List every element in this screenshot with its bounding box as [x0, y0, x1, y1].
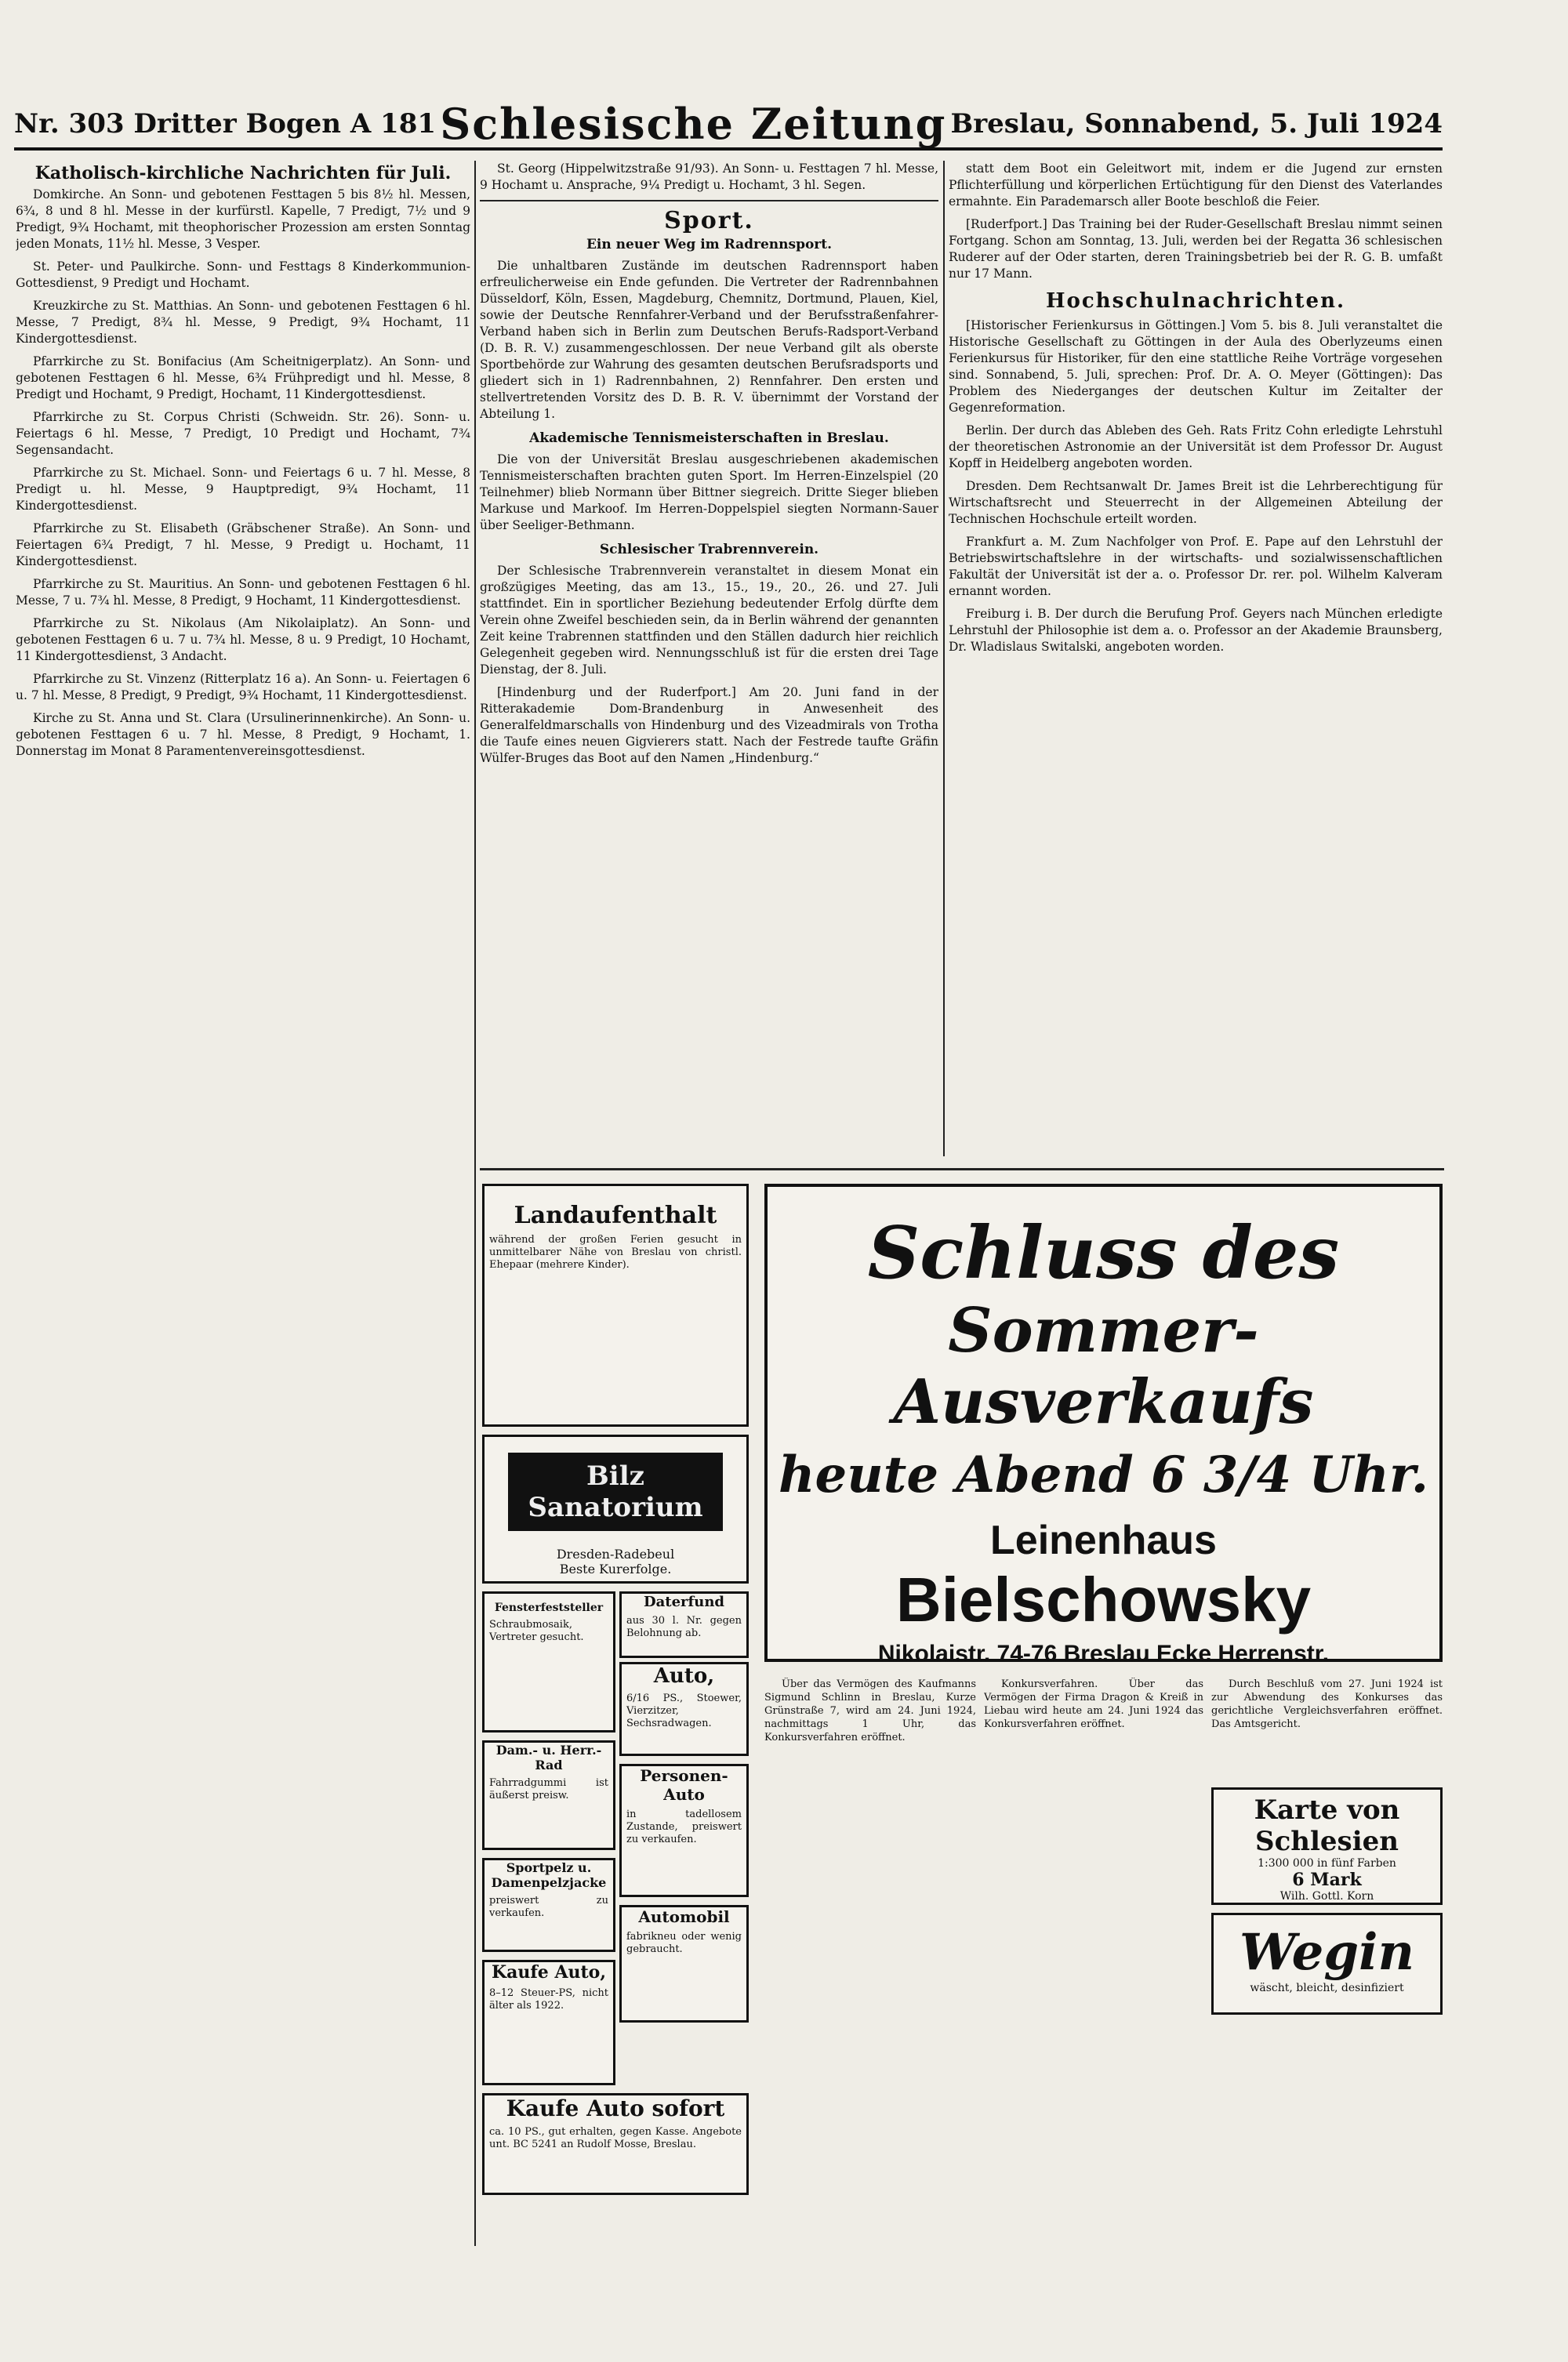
article-headline: Ein neuer Weg im Radrennsport. — [586, 237, 833, 252]
ad-personen-auto — [619, 1764, 749, 1897]
ad-title: Kaufe Auto sofort — [506, 2095, 725, 2121]
church-entry: Pfarrkirche zu St. Bonifacius (Am Scheitnigerplatz). An Sonn- und gebotenen Festtagen 6 hl. Messe, 6¾ Frühpredigt und hl. Messe, 8 Predigt und Hochamt, 9 Predigt, Hochamt, 11 Kindergottesdienst. — [16, 354, 470, 401]
ad-text: aus 30 l. Nr. gegen Belohnung ab. — [626, 1615, 742, 1639]
ad-text: ca. 10 PS., gut erhalten, gegen Kasse. Angebote unt. BC 5241 an Rudolf Mosse, Breslau. — [489, 2126, 742, 2150]
ad-sportpelz — [482, 1858, 615, 1952]
ad-text: in tadellosem Zustande, preiswert zu verkaufen. — [626, 1809, 742, 1845]
legal-text: Konkursverfahren. Über das Vermögen der Firma Dragon & Kreiß in Liebau wird heute am 24. Juni 1924 das Konkursverfahren eröffnet. — [984, 1678, 1203, 1730]
article-body: [Historischer Ferienkursus in Göttingen.] Vom 5. bis 8. Juli veranstaltet die Historische Gesellschaft zu Göttingen in der Aula des Oberlyzeums einen Ferienkursus für Historiker, für den eine stattliche Reihe Vorträge vorgesehen sind. Sonnabend, 5. Juli, sprechen: Prof. Dr. A. O. Meyer (Göttingen): Das Problem des Niederganges der deutschen Kultur im Zeitalter der Gegenreformation. — [949, 318, 1443, 415]
church-news-column — [16, 161, 470, 2238]
article-body: Die von der Universität Breslau ausgeschriebenen akademischen Tennismeisterschaften brachten guten Sport. Im Herren-Einzelspiel (20 Teilnehmer) blieb Normann über Bittner siegreich. Dritte Sieger blieben Markuse und Markoof. Im Herren-Doppelspiel siegten Normann-Sauer über Seeliger-Bethmann. — [480, 452, 938, 532]
ad-kaufe-auto-sofort — [482, 2093, 749, 2195]
ad-text: fabrikneu oder wenig gebraucht. — [626, 1931, 742, 1955]
church-entry: Pfarrkirche zu St. Mauritius. An Sonn- und gebotenen Festtagen 6 hl. Messe, 7 u. 7¾ hl. Messe, 8 Predigt, 9 Hochamt, 11 Kindergottesdienst. — [16, 577, 470, 608]
church-entry: Pfarrkirche zu St. Nikolaus (Am Nikolaiplatz). An Sonn- und gebotenen Festtagen 6 u. 7 u. 7¾ hl. Messe, 8 u. 9 Predigt, 10 Hochamt, 11 Kindergottesdienst, 3 Andacht. — [16, 616, 470, 663]
ad-company-name: Bielschowsky — [895, 1565, 1312, 1635]
ad-time: heute Abend 6 3/4 Uhr. — [778, 1446, 1429, 1504]
ad-sub: 1:300 000 in fünf Farben — [1258, 1857, 1396, 1870]
church-entry: St. Peter- und Paulkirche. Sonn- und Festtags 8 Kinderkommunion-Gottesdienst, 9 Predigt und Hochamt. — [16, 259, 470, 290]
ad-address: Nikolaistr. 74-76 Breslau Ecke Herrenstr. — [877, 1641, 1330, 1667]
newspaper-title: Schlesische Zeitung — [440, 99, 947, 149]
article-headline: Akademische Tennismeisterschaften in Breslau. — [529, 430, 889, 446]
ad-automobil — [619, 1905, 749, 2023]
section-divider — [480, 200, 938, 201]
church-news-title: Katholisch-kirchliche Nachrichten für Juli. — [34, 163, 452, 183]
ad-text: Fahrradgummi ist äußerst preisw. — [489, 1777, 608, 1801]
ad-bicycle — [482, 1740, 615, 1850]
legal-text: Durch Beschluß vom 27. Juni 1924 ist zur Abwendung des Konkurses das gerichtliche Vergleichsverfahren eröffnet. Das Amtsgericht. — [1211, 1678, 1443, 1730]
ad-text: 6/16 PS., Stoewer, Vierzitzer, Sechsradwagen. — [626, 1693, 742, 1729]
ad-company: Leinenhaus — [990, 1518, 1217, 1563]
ad-landaufenthalt — [482, 1184, 749, 1427]
ad-title: Dam.- u. Herr.-Rad — [495, 1743, 602, 1772]
article-body: statt dem Boot ein Geleitwort mit, indem er die Jugend zur ernsten Pflichterfüllung und körperlichen Ertüchtigung für den Dienst des Vaterlandes ermahnte. Ein Parademarsch aller Boote beschloß die Feier. — [949, 161, 1443, 209]
church-entry: Pfarrkirche zu St. Corpus Christi (Schweidn. Str. 26). Sonn- u. Feiertags 6 hl. Messe, 7 Predigt, 10 Predigt und Hochamt, 7¾ Segensandacht. — [16, 410, 470, 457]
ad-kaufe-auto — [482, 1960, 615, 2085]
ad-title: Karte von Schlesien — [1254, 1794, 1400, 1857]
ad-text: 8–12 Steuer-PS, nicht älter als 1922. — [489, 1987, 608, 2012]
article-body: Frankfurt a. M. Zum Nachfolger von Prof. E. Pape auf den Lehrstuhl der Betriebswirtschaftslehre in der wirtschafts- und sozialwissenschaftlichen Fakultät der Universität ist der a. o. Professor Dr. rer. pol. Wilhelm Kalveram ernannt worden. — [949, 535, 1443, 598]
article-body: Der Schlesische Trabrennverein veranstaltet in diesem Monat ein großzügiges Meeting, das am 13., 15., 19., 20., 26. und 27. Juli stattfindet. Ein in sportlicher Beziehung bedeutender Erfolg dürfte dem Verein ohne Zweifel beschieden sein, da in Berlin während der genannten Zeit keine Trabrennen stattfinden und den Ställen dadurch hier reichlich Gelegenheit gegeben wird. Nennungsschluß ist für die ersten drei Tage Dienstag, der 8. Juli. — [480, 564, 938, 677]
ad-title: Sportpelz u. Damenpelzjacke — [491, 1860, 607, 1890]
masthead — [14, 100, 1443, 151]
ad-foot: Beste Kurerfolge. — [559, 1562, 672, 1576]
church-entry-continued: St. Georg (Hippelwitzstraße 91/93). An Sonn- u. Festtagen 7 hl. Messe, 9 Hochamt u. Ansprache, 9¼ Predigt u. Hochamt, 3 hl. Segen. — [480, 161, 938, 192]
ad-publisher: Wilh. Gottl. Korn — [1279, 1890, 1374, 1903]
legal-text: Über das Vermögen des Kaufmanns Sigmund Schlinn in Breslau, Kurze Grünstraße 7, wird am 24. Juni 1924, nachmittags 1 Uhr, das Konkursverfahren eröffnet. — [764, 1678, 976, 1743]
ad-wegin — [1211, 1913, 1443, 2015]
ad-karte-schlesien — [1211, 1787, 1443, 1905]
church-entry: Pfarrkirche zu St. Michael. Sonn- und Feiertags 6 u. 7 hl. Messe, 8 Predigt u. hl. Messe, 9 Hauptpredigt, 9¾ Hochamt, 11 Kindergottesdienst. — [16, 466, 470, 513]
ad-text: Schraubmosaik, Vertreter gesucht. — [489, 1619, 584, 1643]
legal-notice-1 — [764, 1678, 976, 2242]
ad-title: Kaufe Auto, — [491, 1962, 607, 1983]
university-news-column — [949, 161, 1443, 1156]
ad-dauerfund — [619, 1591, 749, 1658]
ad-headline: Sommer-Ausverkaufs — [893, 1295, 1314, 1438]
ad-text: wäscht, bleicht, desinfiziert — [1250, 1982, 1404, 1994]
legal-notice-2 — [984, 1678, 1203, 2242]
ad-title: Fensterfeststeller — [494, 1602, 604, 1614]
issue-date: Breslau, Sonnabend, 5. Juli 1924 — [950, 108, 1443, 140]
ad-sub: Dresden-Radebeul — [556, 1547, 675, 1562]
church-entry: Pfarrkirche zu St. Elisabeth (Gräbschener Straße). An Sonn- und Feiertagen 6¾ Predigt, 7 hl. Messe, 9 Predigt u. Hochamt, 11 Kindergottesdienst. — [16, 521, 470, 568]
ads-divider — [480, 1168, 1444, 1170]
ad-title: Personen-Auto — [640, 1766, 728, 1804]
article-body: Die unhaltbaren Zustände im deutschen Radrennsport haben erfreulicherweise ein Ende gefunden. Die Vertreter der Radrennbahnen Düsseldorf, Köln, Essen, Magdeburg, Chemnitz, Dortmund, Plauen, Kiel, sowie der Deutsche Rennfahrer-Verband und der Berufsstraßenfahrer-Verband haben sich in Berlin zum Deutschen Berufs-Radsport-Verband (D. B. R. V.) zusammengeschlossen. Der neue Verband gilt als oberste Sportbehörde zur Wahrung des gesamten deutschen Berufsradsports und gliedert sich in 1) Radrennbahnen, 2) Rennfahrer. Den ersten und stellvertretenden Vorsitz des D. B. R. V. übernimmt der Vorstand der Abteilung 1. — [480, 259, 938, 421]
article-body: Dresden. Dem Rechtsanwalt Dr. James Breit ist die Lehrberechtigung für Wirtschaftsrecht und Steuerrecht in der Allgemeinen Abteilung der Technischen Hochschule erteilt worden. — [949, 479, 1443, 526]
ad-price: 6 Mark — [1292, 1870, 1362, 1890]
ad-headline: Schluss des — [867, 1210, 1340, 1295]
ad-title: Auto, — [653, 1664, 715, 1688]
column-divider — [943, 161, 945, 1156]
ad-title: Daterfund — [643, 1594, 725, 1610]
article-body: [Hindenburg und der Ruderfport.] Am 20. Juni fand in der Ritterakademie Dom-Brandenburg in Anwesenheit des Generalfeldmarschalls von Hindenburg und des Vizeadmirals von Trotha die Taufe eines neuen Gigvierers statt. Nach der Festrede taufte Gräfin Wülfer-Bruges das Boot auf den Namen „Hindenburg.“ — [480, 685, 938, 765]
column-divider — [474, 161, 476, 2246]
ad-text: preiswert zu verkaufen. — [489, 1895, 608, 1919]
ad-text: während der großen Ferien gesucht in unmittelbarer Nähe von Breslau von christl. Ehepaar (mehrere Kinder). — [489, 1234, 742, 1271]
ad-auto — [619, 1662, 749, 1756]
issue-number: Nr. 303 Dritter Bogen A 181 — [14, 108, 437, 140]
ad-title: Wegin — [1240, 1923, 1414, 1982]
church-entry: Kirche zu St. Anna und St. Clara (Ursulinerinnenkirche). An Sonn- u. gebotenen Festtagen 6 u. 7 hl. Messe, 8 Predigt, 9 Hochamt, 1. Donnerstag im Monat 8 Paramentenvereinsgottesdienst. — [16, 711, 470, 758]
church-entry: Kreuzkirche zu St. Matthias. An Sonn- und gebotenen Festtagen 6 hl. Messe, 7 Predigt, 8¾ hl. Messe, 9 Predigt, 9¾ Hochamt, 11 Kindergottesdienst. — [16, 299, 470, 346]
ad-bilz — [482, 1435, 749, 1584]
ad-title: Automobil — [638, 1907, 730, 1926]
ad-bielschowsky — [764, 1184, 1443, 1667]
article-body: Freiburg i. B. Der durch die Berufung Prof. Geyers nach München erledigte Lehrstuhl der Philosophie ist dem a. o. Professor an der Akademie Braunsberg, Dr. Wladislaus Switalski, angeboten worden. — [949, 607, 1443, 654]
church-entry: Pfarrkirche zu St. Vinzenz (Ritterplatz 16 a). An Sonn- u. Feiertagen 6 u. 7 hl. Messe, 8 Predigt, 9 Predigt, 9¾ Hochamt, 11 Kindergottesdienst. — [16, 672, 470, 702]
church-entry: Domkirche. An Sonn- und gebotenen Festtagen 5 bis 8½ hl. Messen, 6¾, 8 und 8 hl. Messe in der kurfürstl. Kapelle, 7 Predigt, 7½ und 9 Predigt, 9¾ Hochamt, mit theophorischer Prozession am ersten Sonntag jeden Monats, 11½ hl. Messe, 3 Vesper. — [16, 187, 470, 251]
ad-title: Landaufenthalt — [514, 1202, 717, 1229]
article-body: Berlin. Der durch das Ableben des Geh. Rats Fritz Cohn erledigte Lehrstuhl der theoretischen Astronomie an der Universität ist dem Professor Dr. August Kopff in Heidelberg angeboten worden. — [949, 423, 1443, 470]
article-headline: Schlesischer Trabrennverein. — [599, 542, 819, 557]
article-body: [Ruderfport.] Das Training bei der Ruder-Gesellschaft Breslau nimmt seinen Fortgang. Schon am Sonntag, 13. Juli, werden bei der Regatta 36 schlesischen Ruderer auf der Oder starten, deren Trainingsbetrieb bei der R. G. B. umfaßt nur 17 Mann. — [949, 217, 1443, 281]
legal-notice-3 — [1211, 1678, 1443, 1780]
university-section-title: Hochschulnachrichten. — [1045, 289, 1346, 313]
ad-fenster — [482, 1591, 615, 1732]
sport-column — [480, 161, 938, 1164]
ad-title: Bilz Sanatorium — [508, 1453, 723, 1531]
sport-section-title: Sport. — [664, 207, 754, 234]
